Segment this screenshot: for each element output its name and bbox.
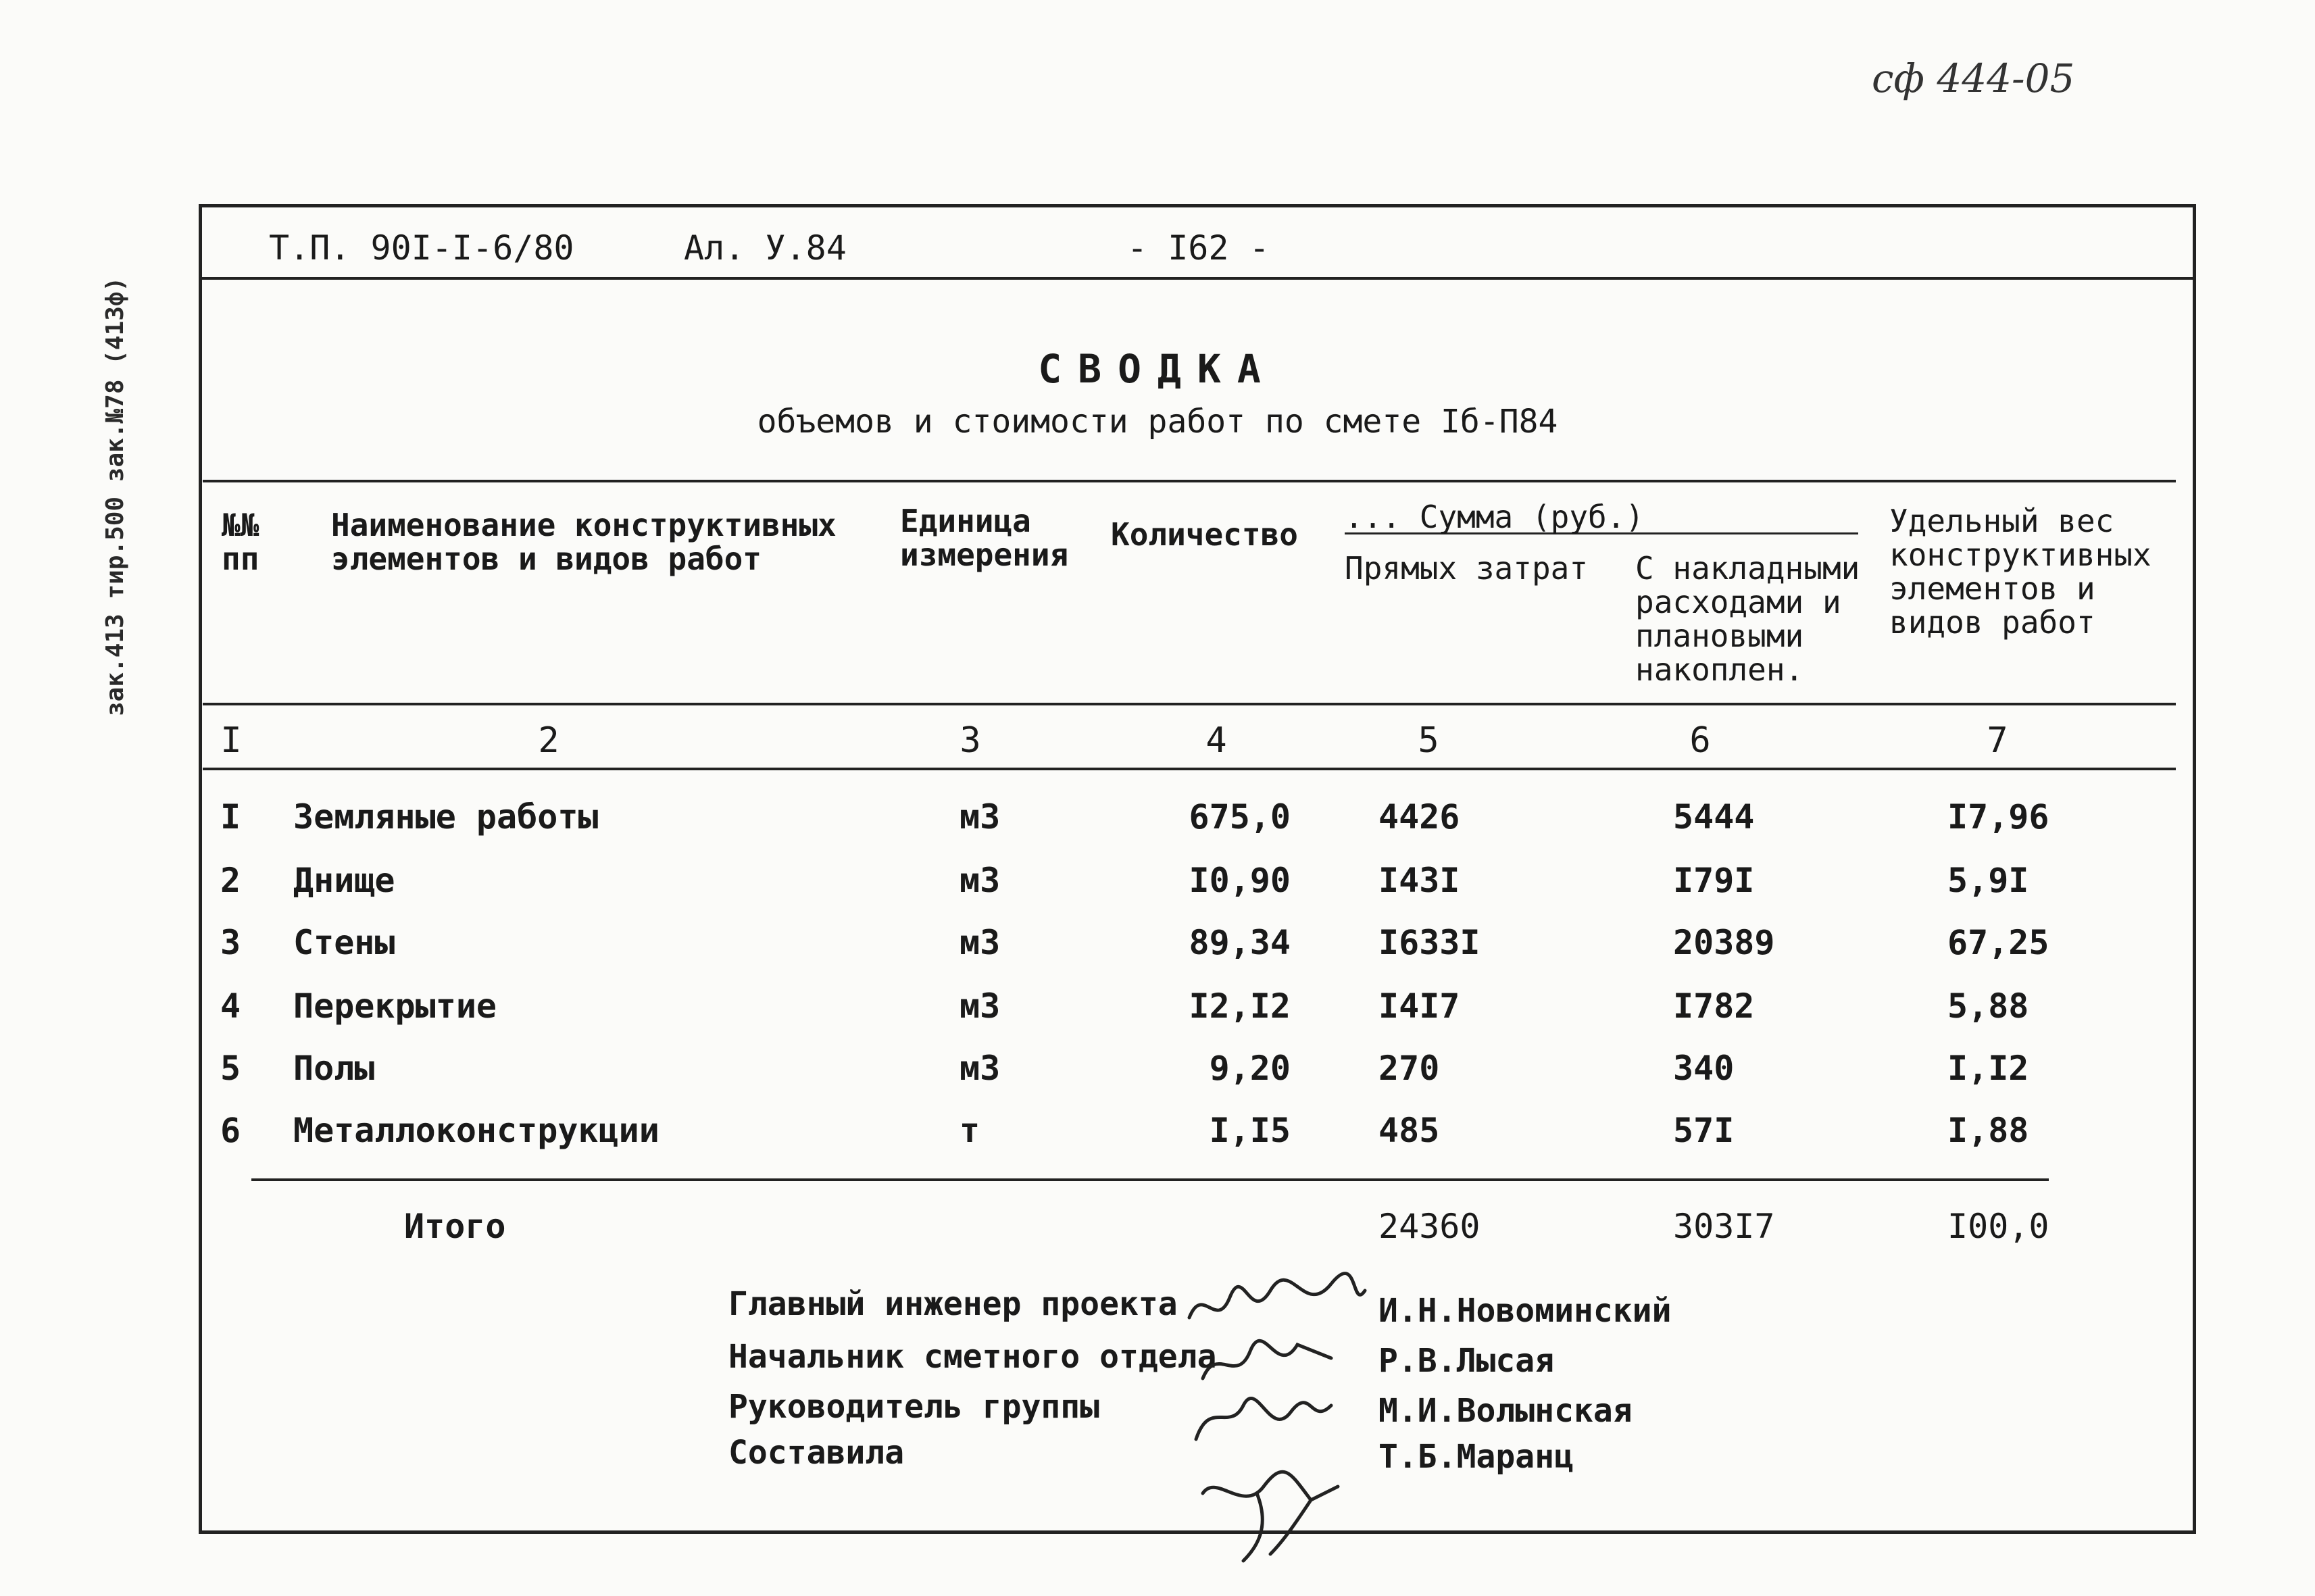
row-quantity: 89,34 [1189,923,1291,962]
col-number-4: 4 [1205,720,1227,761]
col-header-sum-group: ... Сумма (руб.) [1345,499,1645,535]
row-direct: 270 [1378,1049,1440,1088]
col-header-number: №№ пп [222,507,259,577]
page-number: - I62 - [1127,228,1270,268]
row-overhead: 340 [1673,1049,1735,1088]
signature-name: Р.В.Лысая [1378,1342,1555,1380]
signature-role: Главный инженер проекта [728,1285,1178,1323]
header-bottom-rule [203,703,2176,705]
col-number-2: 2 [538,720,559,761]
signature-role: Руководитель группы [728,1388,1100,1426]
row-number: I [220,797,241,837]
col-header-quantity: Количество [1111,516,1298,553]
row-quantity: I,I5 [1209,1111,1291,1150]
row-unit: т [960,1111,980,1150]
row-direct: I633I [1378,923,1480,962]
col-header-name: Наименование конструктивных элементов и видов работ [331,507,837,577]
row-name: Перекрытие [293,987,497,1026]
table-row [0,1111,2315,1158]
row-number: 4 [220,987,241,1026]
row-direct: I4I7 [1378,987,1460,1026]
row-weight: 5,9I [1947,861,2029,900]
total-direct: 24360 [1378,1207,1480,1246]
row-weight: I,88 [1947,1111,2029,1150]
table-row [0,923,2315,970]
row-weight: I7,96 [1947,797,2049,837]
album-number: Ал. У.84 [684,228,847,268]
row-unit: м3 [960,987,1001,1026]
col-number-6: 6 [1689,720,1711,761]
side-print-note: зак.413 тир.500 зак.№78 (413ф) [101,276,129,716]
col-header-unit: Единица измерения [900,503,1069,573]
row-name: Днище [293,861,395,900]
table-row [0,797,2315,845]
row-weight: 67,25 [1947,923,2049,962]
col-header-with-overhead: С накладными расходами и плановыми накоплен. [1635,550,1860,688]
table-row [0,1049,2315,1096]
row-name: Металлоконструкции [293,1111,659,1150]
row-unit: м3 [960,923,1001,962]
total-overhead: 303I7 [1673,1207,1775,1246]
row-unit: м3 [960,797,1001,837]
table-top-rule [203,480,2176,482]
row-quantity: I0,90 [1189,861,1291,900]
row-number: 3 [220,923,241,962]
document-subtitle: объемов и стоимости работ по смете Iб-П84 [757,403,1558,441]
archive-code: сф 444-05 [1872,55,2075,101]
row-unit: м3 [960,1049,1001,1088]
row-number: 2 [220,861,241,900]
row-quantity: 9,20 [1209,1049,1291,1088]
row-name: Земляные работы [293,797,599,837]
col-header-weight: Удельный вес конструктивных элементов и видов работ [1889,503,2151,641]
col-number-3: 3 [960,720,981,761]
row-direct: 4426 [1378,797,1460,837]
row-name: Полы [293,1049,375,1088]
header-rule [199,277,2196,280]
row-direct: 485 [1378,1111,1440,1150]
row-overhead: 5444 [1673,797,1755,837]
row-weight: 5,88 [1947,987,2029,1026]
handwritten-signatures [1176,1270,1378,1568]
col-header-direct-costs: Прямых затрат [1345,550,1589,587]
total-label: Итого [404,1207,506,1246]
col-number-7: 7 [1987,720,2008,761]
signature-role: Составила [728,1434,905,1472]
col-number-5: 5 [1418,720,1439,761]
signature-name: Т.Б.Маранц [1378,1438,1574,1476]
row-direct: I43I [1378,861,1460,900]
signature-name: И.Н.Новоминский [1378,1292,1672,1330]
document-title: СВОДКА [1038,346,1277,392]
row-name: Стены [293,923,395,962]
row-overhead: 57I [1673,1111,1735,1150]
row-quantity: 675,0 [1189,797,1291,837]
total-rule [251,1178,2049,1181]
row-quantity: I2,I2 [1189,987,1291,1026]
row-weight: I,I2 [1947,1049,2029,1088]
total-weight: I00,0 [1947,1207,2049,1246]
signature-name: М.И.Волынская [1378,1392,1633,1430]
table-row [0,861,2315,908]
row-number: 5 [220,1049,241,1088]
project-number: Т.П. 90I-I-6/80 [269,228,574,268]
row-unit: м3 [960,861,1001,900]
row-number: 6 [220,1111,241,1150]
table-row [0,987,2315,1034]
row-overhead: 20389 [1673,923,1775,962]
row-overhead: I79I [1673,861,1755,900]
row-overhead: I782 [1673,987,1755,1026]
col-number-1: I [220,720,242,761]
signature-role: Начальник сметного отдела [728,1338,1217,1376]
colnum-bottom-rule [203,768,2176,770]
total-row [0,1207,2315,1254]
